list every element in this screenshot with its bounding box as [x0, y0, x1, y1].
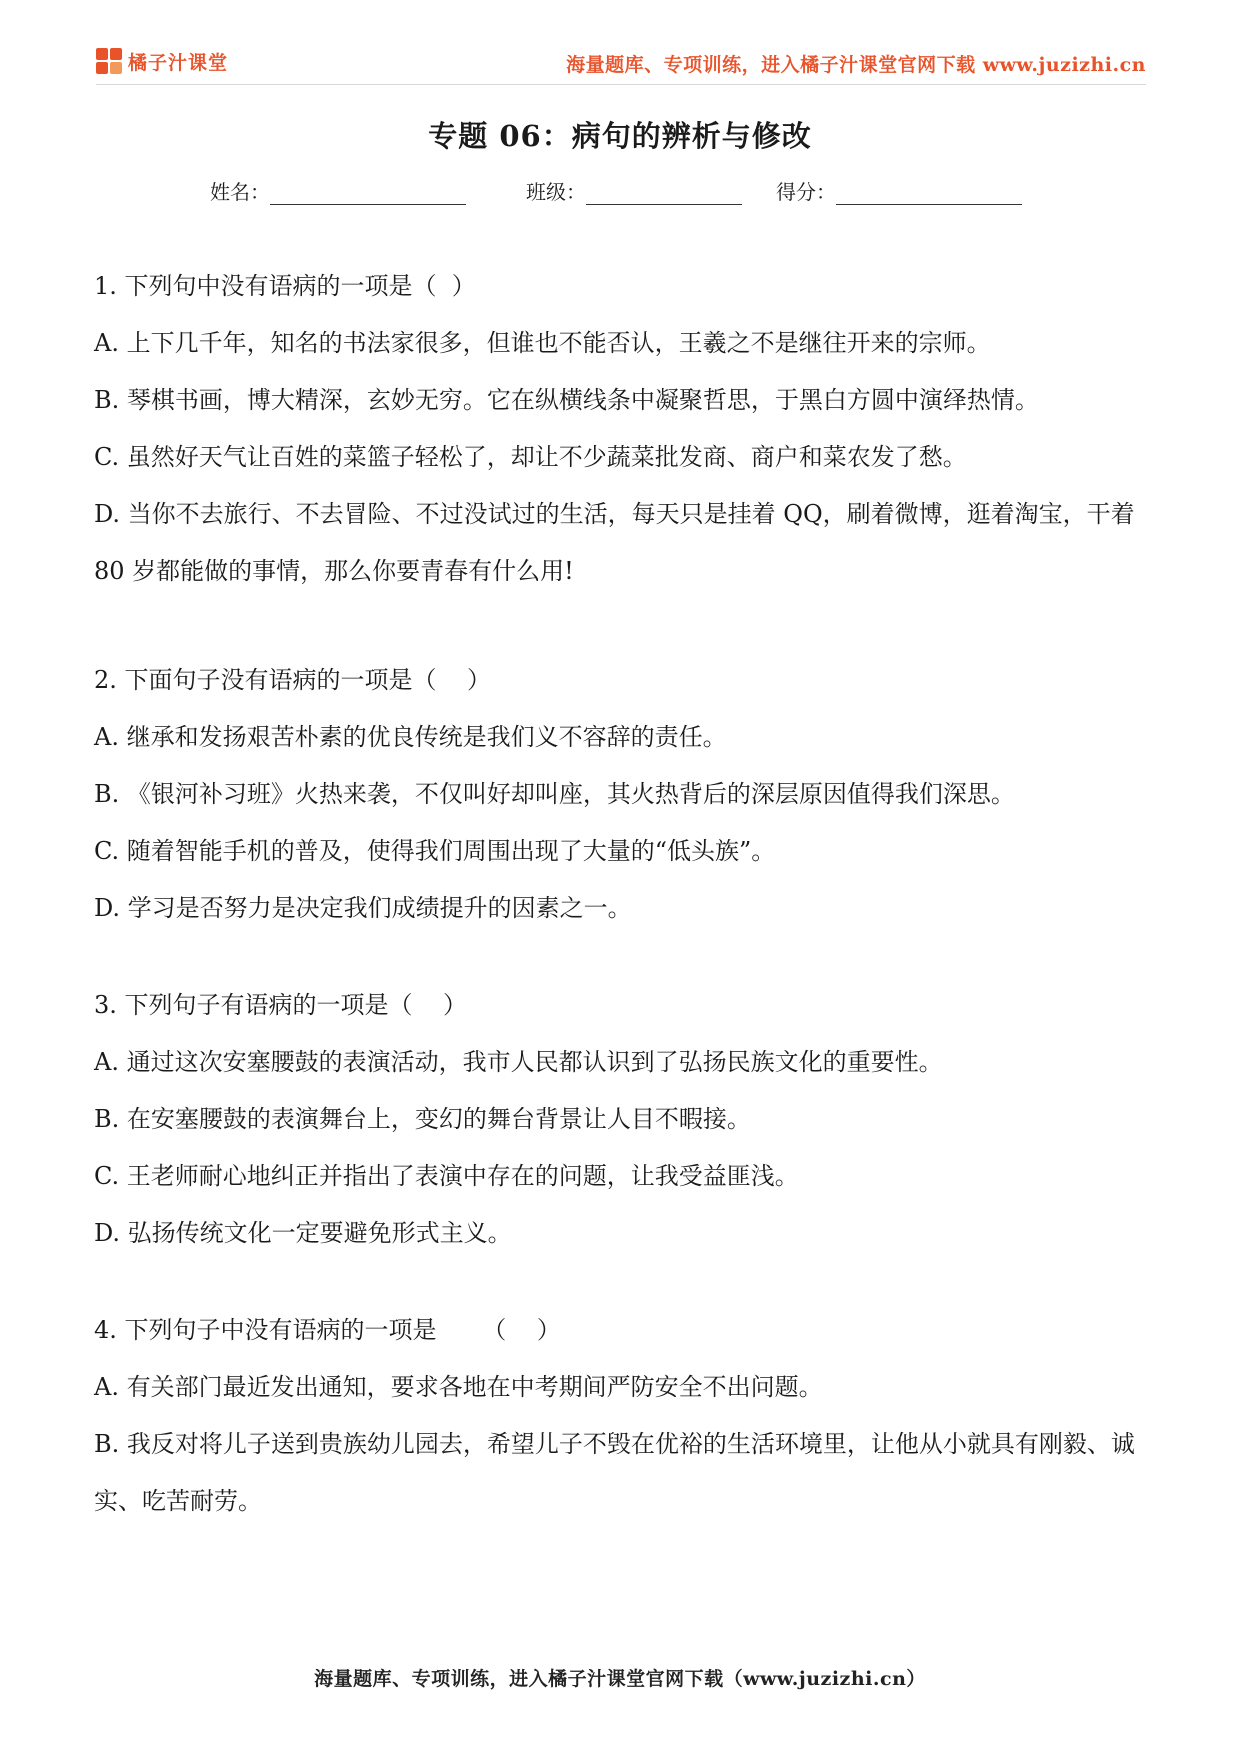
logo-icon: [96, 48, 122, 74]
brand-logo[interactable]: [96, 44, 228, 78]
option-c: C. 随着智能手机的普及，使得我们周围出现了大量的“低头族”。: [94, 837, 776, 865]
question-stem: 1. 下列句中没有语病的一项是（ ）: [94, 272, 476, 300]
page-header: [96, 44, 1146, 80]
question-4: [94, 1302, 1154, 1530]
option-b: B. 我反对将儿子送到贵族幼儿园去，希望儿子不毁在优裕的生活环境里，让他从小就具有刚毅、诚实、吃苦耐劳。: [94, 1430, 1135, 1515]
score-label: 得分：: [776, 180, 836, 204]
option-a: A. 继承和发扬艰苦朴素的优良传统是我们义不容辞的责任。: [94, 723, 727, 751]
question-stem: 4. 下列句子中没有语病的一项是 （ ）: [94, 1316, 561, 1344]
option-d: D. 学习是否努力是决定我们成绩提升的因素之一。: [94, 894, 632, 922]
option-d: D. 弘扬传统文化一定要避免形式主义。: [94, 1219, 512, 1247]
question-stem: 3. 下列句子有语病的一项是（ ）: [94, 991, 468, 1019]
name-blank[interactable]: [270, 182, 466, 205]
option-d: D. 当你不去旅行、不去冒险、不过没试过的生活，每天只是挂着 QQ，刷着微博，逛着淘宝，干着 80 岁都能做的事情，那么你要青春有什么用!: [94, 500, 1135, 585]
score-field[interactable]: [776, 176, 1022, 205]
option-c: C. 虽然好天气让百姓的菜篮子轻松了，却让不少蔬菜批发商、商户和菜农发了愁。: [94, 443, 967, 471]
page-footer[interactable]: 海量题库、专项训练，进入橘子汁课堂官网下载（www.juzizhi.cn）: [314, 1668, 926, 1690]
option-b: B. 在安塞腰鼓的表演舞台上，变幻的舞台背景让人目不暇接。: [94, 1105, 751, 1133]
score-blank[interactable]: [836, 182, 1022, 205]
class-label: 班级：: [526, 180, 586, 204]
option-a: A. 有关部门最近发出通知，要求各地在中考期间严防安全不出问题。: [94, 1373, 823, 1401]
question-2: [94, 652, 1154, 937]
option-b: B. 琴棋书画，博大精深，玄妙无穷。它在纵横线条中凝聚哲思，于黑白方圆中演绎热情。: [94, 386, 1039, 414]
question-stem: 2. 下面句子没有语病的一项是（ ）: [94, 666, 492, 694]
name-field[interactable]: [210, 176, 466, 205]
name-label: 姓名：: [210, 180, 270, 204]
option-a: A. 上下几千年，知名的书法家很多，但谁也不能否认，王羲之不是继往开来的宗师。: [94, 329, 991, 357]
option-c: C. 王老师耐心地纠正并指出了表演中存在的问题，让我受益匪浅。: [94, 1162, 799, 1190]
option-a: A. 通过这次安塞腰鼓的表演活动，我市人民都认识到了弘扬民族文化的重要性。: [94, 1048, 943, 1076]
option-b: B. 《银河补习班》火热来袭，不仅叫好却叫座，其火热背后的深层原因值得我们深思。: [94, 780, 1015, 808]
question-3: [94, 977, 1154, 1262]
page-title: 专题 06：病句的辨析与修改: [428, 119, 812, 153]
logo-text: 橘子汁课堂: [128, 51, 229, 74]
class-blank[interactable]: [586, 182, 742, 205]
question-list: [94, 258, 1154, 1530]
header-divider: [96, 84, 1146, 85]
header-tagline[interactable]: 海量题库、专项训练，进入橘子汁课堂官网下载 www.juzizhi.cn: [566, 54, 1146, 76]
class-field[interactable]: [526, 176, 742, 205]
question-1: [94, 258, 1154, 600]
